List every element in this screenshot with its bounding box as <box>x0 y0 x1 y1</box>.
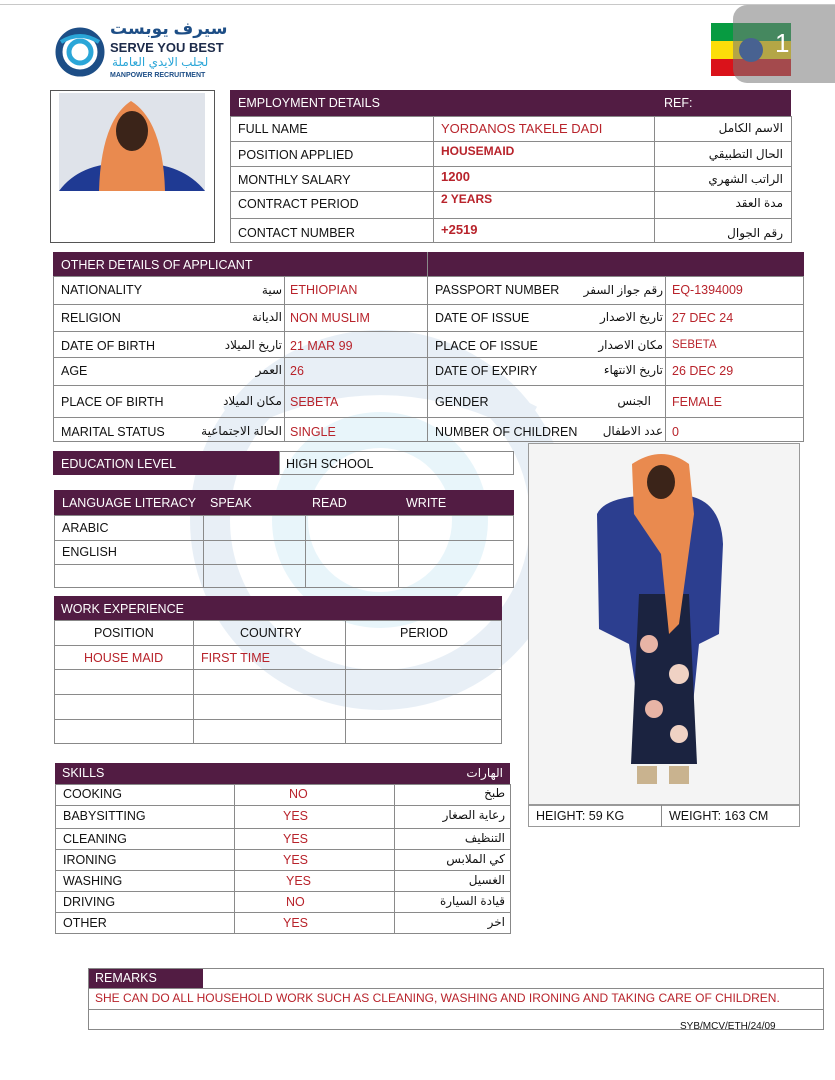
other-arabic-marital: الحالة الاجتماعية <box>201 424 282 438</box>
skill-value-babysitting: YES <box>283 809 309 823</box>
other-arabic-children: عدد الاطفال <box>602 424 663 438</box>
other-arabic-dob: تاريخ الميلاد <box>224 338 282 352</box>
remarks-header: REMARKS <box>95 971 157 985</box>
skill-name-cleaning: CLEANING <box>63 832 127 846</box>
skill-value-driving: NO <box>286 895 305 909</box>
language-row-english: ENGLISH <box>62 545 117 559</box>
skill-name-ironing: IRONING <box>63 853 117 867</box>
language-col-literacy: LANGUAGE LITERACY <box>62 496 197 510</box>
other-value-religion: NON MUSLIM <box>290 311 370 325</box>
skill-arabic-cooking: طبخ <box>484 786 505 800</box>
other-arabic-age: العمر <box>255 363 282 377</box>
skill-name-driving: DRIVING <box>63 895 116 909</box>
skill-arabic-cleaning: التنظيف <box>464 831 505 845</box>
emp-arabic-contract: مدة العقد <box>735 196 783 210</box>
other-arabic-expiry: تاريخ الانتهاء <box>603 363 663 377</box>
full-body-photo <box>528 443 800 805</box>
other-label-age: AGE <box>61 364 88 378</box>
company-logo-icon <box>55 24 105 80</box>
other-arabic-gender: الجنس <box>617 394 651 408</box>
other-label-issue-date: DATE OF ISSUE <box>435 311 530 325</box>
skill-arabic-driving: قيادة السيارة <box>439 894 505 908</box>
skill-name-washing: WASHING <box>63 874 123 888</box>
other-header: OTHER DETAILS OF APPLICANT <box>61 258 253 272</box>
language-row-arabic: ARABIC <box>62 521 109 535</box>
other-value-gender: FEMALE <box>672 395 723 409</box>
language-col-read: READ <box>312 496 347 510</box>
employment-header: EMPLOYMENT DETAILS <box>238 96 380 110</box>
height-value: HEIGHT: 59 KG <box>536 809 625 823</box>
other-value-pob: SEBETA <box>290 395 339 409</box>
language-table <box>54 515 514 588</box>
work-value-position: HOUSE MAID <box>84 651 164 665</box>
other-value-children: 0 <box>672 425 679 439</box>
skill-arabic-other: اخر <box>487 915 505 929</box>
other-arabic-religion: الديانة <box>251 310 282 324</box>
emp-value-position: HOUSEMAID <box>441 144 515 158</box>
emp-label-contact: CONTACT NUMBER <box>238 226 355 240</box>
emp-label-position: POSITION APPLIED <box>238 148 354 162</box>
other-value-passport: EQ-1394009 <box>672 283 743 297</box>
other-label-religion: RELIGION <box>61 311 121 325</box>
portrait-photo <box>50 90 215 243</box>
education-value: HIGH SCHOOL <box>286 457 374 471</box>
other-value-dob: 21 MAR 99 <box>290 339 353 353</box>
logo-english-name: SERVE YOU BEST <box>110 40 224 55</box>
other-arabic-passport: رقم جواز السفر <box>583 283 663 297</box>
emp-label-contract: CONTRACT PERIOD <box>238 197 359 211</box>
ref-label: REF: <box>664 96 693 110</box>
other-label-passport: PASSPORT NUMBER <box>435 283 560 297</box>
skills-header-arabic: الهارات <box>466 766 503 780</box>
other-label-nationality: NATIONALITY <box>61 283 143 297</box>
work-header: WORK EXPERIENCE <box>61 602 184 616</box>
remarks-text: SHE CAN DO ALL HOUSEHOLD WORK SUCH AS CLEANING, WASHING AND IRONING AND TAKING CARE OF CHILDREN. <box>95 991 780 1005</box>
skill-value-other: YES <box>283 916 309 930</box>
other-label-dob: DATE OF BIRTH <box>61 339 155 353</box>
education-label: EDUCATION LEVEL <box>61 457 177 471</box>
other-arabic-pob: مكان الميلاد <box>223 394 282 408</box>
emp-value-salary: 1200 <box>441 169 470 184</box>
other-value-age: 26 <box>290 364 304 378</box>
footer-code: SYB/MCV/ETH/24/09 <box>680 1021 776 1032</box>
skill-name-other: OTHER <box>63 916 107 930</box>
other-value-nationality: ETHIOPIAN <box>290 283 358 297</box>
logo-english-tagline: MANPOWER RECRUITMENT <box>110 72 206 79</box>
language-col-write: WRITE <box>406 496 447 510</box>
language-col-speak: SPEAK <box>210 496 252 510</box>
emp-arabic-position: الحال التطبيقي <box>708 147 783 161</box>
emp-arabic-salary: الراتب الشهري <box>708 172 783 186</box>
emp-value-contract: 2 YEARS <box>441 192 493 206</box>
other-label-pob: PLACE OF BIRTH <box>61 395 164 409</box>
work-col-period: PERIOD <box>400 626 448 640</box>
skill-arabic-ironing: كي الملابس <box>446 852 505 866</box>
other-label-marital: MARITAL STATUS <box>61 425 165 439</box>
skill-value-cleaning: YES <box>283 832 309 846</box>
emp-arabic-full-name: الاسم الكامل <box>718 121 783 135</box>
work-value-country: FIRST TIME <box>201 651 270 665</box>
other-label-expiry: DATE OF EXPIRY <box>435 364 538 378</box>
emp-label-full-name: FULL NAME <box>238 122 308 136</box>
skill-arabic-washing: الغسيل <box>468 873 505 887</box>
work-col-position: POSITION <box>94 626 154 640</box>
skill-value-washing: YES <box>286 874 312 888</box>
skill-name-babysitting: BABYSITTING <box>63 809 146 823</box>
emp-label-salary: MONTHLY SALARY <box>238 173 351 187</box>
other-label-issue-place: PLACE OF ISSUE <box>435 339 538 353</box>
other-label-gender: GENDER <box>435 395 489 409</box>
other-label-children: NUMBER OF CHILDREN <box>435 425 578 439</box>
other-arabic-issue-place: مكان الاصدار <box>598 338 663 352</box>
weight-value: WEIGHT: 163 CM <box>669 809 769 823</box>
skills-header: SKILLS <box>62 766 105 780</box>
other-value-marital: SINGLE <box>290 425 336 439</box>
emp-value-full-name: YORDANOS TAKELE DADI <box>441 121 603 136</box>
other-arabic-issue-date: تاريخ الاصدار <box>599 310 663 324</box>
logo-arabic-tagline: لجلب الايدي العاملة <box>112 55 209 69</box>
page-number: 1 <box>775 28 790 58</box>
other-value-expiry: 26 DEC 29 <box>672 364 734 378</box>
logo-arabic-name: سيرف يوبست <box>110 19 228 38</box>
skill-value-ironing: YES <box>283 853 309 867</box>
skill-arabic-babysitting: رعاية الصغار <box>442 808 505 822</box>
work-col-country: COUNTRY <box>240 626 302 640</box>
skills-header-bar <box>55 763 510 784</box>
other-value-issue-date: 27 DEC 24 <box>672 311 734 325</box>
other-arabic-nationality: سية <box>261 283 282 297</box>
emp-value-contact: +2519 <box>441 222 478 237</box>
skill-name-cooking: COOKING <box>63 787 123 801</box>
skill-value-cooking: NO <box>289 787 308 801</box>
emp-arabic-contact: رقم الجوال <box>727 226 783 240</box>
other-value-issue-place: SEBETA <box>672 339 717 351</box>
